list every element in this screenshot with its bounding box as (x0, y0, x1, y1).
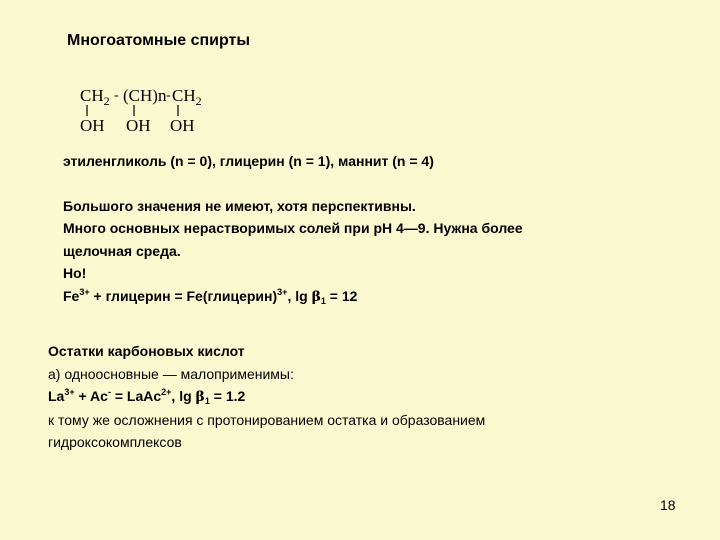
section-heading: Остатки карбоновых кислот (48, 343, 245, 359)
formula-svg (78, 84, 238, 134)
formula-dash-2: - (166, 88, 171, 103)
carboxylic-section (48, 340, 485, 454)
formula-dash-1: - (114, 88, 119, 103)
note-line-1: Большого значения не имеют, хотя перспективны. (63, 198, 416, 214)
formula-ch2-left: $CH_2$ (80, 86, 110, 108)
note-line-3: щелочная среда. (63, 242, 181, 259)
structural-formula (78, 84, 238, 134)
formula-ch-n: (CH)n (123, 86, 167, 105)
monobasic-line: а) одноосновные — малоприменимы: (48, 365, 294, 382)
formula-ch2-right: $CH_2$ (172, 86, 202, 108)
formula-oh-2: OH (126, 116, 151, 135)
polyols-examples: этиленгликоль (n = 0), глицерин (n = 1), маннит (n = 4) (63, 153, 434, 169)
fe-glycerol-equation: $Fe^{3+}$ + глицерин = Fe(глицерин)$^{3+}$, $\lg \beta_1 = 12$ (63, 286, 358, 306)
complication-line-1: к тому же осложнения с протонированием остатка и образованием (48, 411, 486, 428)
polyols-notes (63, 195, 523, 308)
formula-oh-1: OH (80, 116, 105, 135)
la-ac-equation: $La^{3+} + Ac^-$ = LaAc$^{2+}$, $\lg \beta_1 = 1.2$ (48, 387, 246, 407)
note-line-2: Много основных нерастворимых солей при рН 4—9. Нужна более (63, 220, 523, 237)
complication-line-2: гидроксокомплексов (48, 434, 182, 451)
slide-title: Многоатомные спирты (67, 32, 251, 49)
formula-oh-3: OH (170, 116, 195, 135)
note-line-4: Но! (63, 265, 87, 282)
page-number: 18 (660, 497, 676, 513)
